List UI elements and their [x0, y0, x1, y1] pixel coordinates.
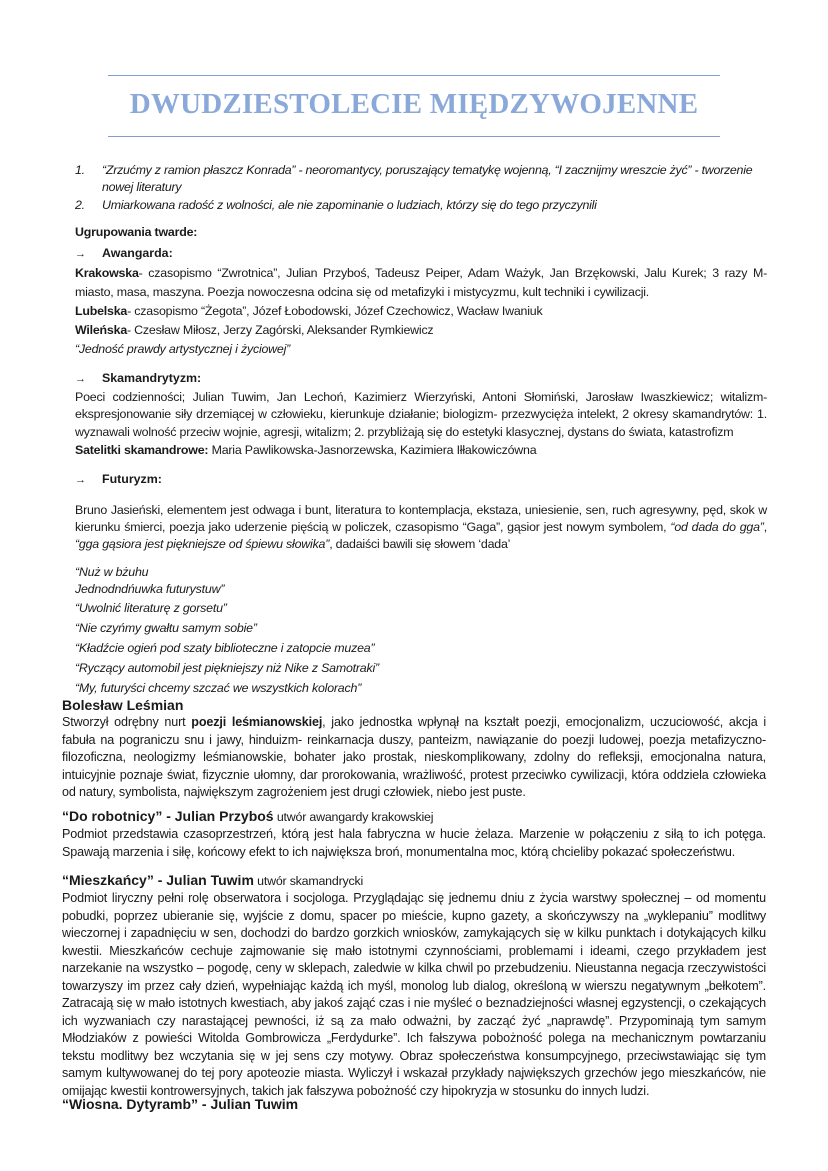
futuryzm-slogan: “Nuż w bżuhu — [75, 564, 149, 579]
satellites-paragraph — [75, 441, 767, 460]
arrow-right-icon: → — [75, 248, 86, 260]
skamandrytyzm-heading-text: Skamandrytyzm: — [102, 371, 202, 385]
groups-heading: Ugrupowania twarde: — [75, 225, 198, 239]
awangarda-heading-text: Awangarda: — [102, 246, 173, 260]
futuryzm-quotes — [75, 564, 767, 698]
awangarda-motto: “Jedność prawdy artystycznej i życiowej” — [75, 342, 291, 356]
do-robotnicy-heading — [62, 808, 766, 826]
intro-list — [75, 162, 767, 214]
awangarda-heading — [75, 244, 767, 264]
content-top — [75, 162, 767, 698]
lesmian-paragraph — [62, 714, 766, 802]
do-robotnicy-paragraph: Podmiot przedstawia czasoprzestrzeń, którą jest hala fabryczna w hucie żelaza. Marzenie w połączeniu z siłą to ich potęga. Spawają marzenia i siłę, końcowy efekt to ich największa broń, monumentalna moc, którą chcieliby pokazać społeczeństwu. — [62, 827, 766, 859]
futuryzm-text: , — [763, 520, 767, 535]
futuryzm-heading — [75, 470, 767, 490]
futuryzm-heading-text: Futuryzm: — [102, 471, 162, 486]
lesmian-section — [62, 697, 766, 802]
satellites-label: Satelitki skamandrowe: — [75, 442, 209, 457]
do-robotnicy-section — [62, 808, 766, 861]
list-number: 1. — [75, 163, 85, 177]
intro-list-item — [75, 162, 767, 196]
do-robotnicy-subtitle: utwór awangardy krakowskiej — [273, 810, 434, 824]
futuryzm-slogan: “Nie czyńmy gwałtu samym sobie” — [75, 620, 257, 635]
futuryzm-text: Bruno Jasieński, elementem jest odwaga i bunt, literatura to kontemplacja, ekstaza, uniesienie, sen, ruch agresywny, pęd, skok w kierunku śmierci, poezja jako uderzenie pięścią w policzek, czasopismo “Gaga”, gąsior jest nowym symbolem, — [75, 502, 767, 535]
mieszkancy-heading — [62, 872, 766, 890]
lesmian-text: , jako jednostka wpłynął na kształt poezji, emocjonalizm, uczuciowość, akcja i fabuła na pograniczu snu i jawy, hinduizm- reinkarnacja duszy, panteizm, nawiązanie do poezji ludowej, poezja metafizyczno-filozoficzna, neologizmy leśmianowskie, bohater jako prostak, nieskomplikowany, zdolny do refleksji, emocjonalna natura, intuicyjnie poznaje świat, fizycznie ułomny, dar prorokowania, wrażliwość, protest przeciwko cywilizacji, która oddziela człowieka od natury, symbolista, największym zagrożeniem jest drugi człowiek, niebo jest puste. — [62, 715, 766, 799]
mieszkancy-title: “Mieszkańcy” - Julian Tuwim — [62, 872, 254, 888]
lesmian-heading: Bolesław Leśmian — [62, 697, 184, 713]
arrow-right-icon: → — [75, 373, 86, 385]
satellites-text: Maria Pawlikowska-Jasnorzewska, Kazimiera Iłłakowiczówna — [208, 442, 537, 457]
title-top-rule — [108, 75, 720, 76]
futuryzm-slogan: “Uwolnić literaturę z gorsetu” — [75, 600, 227, 615]
skamandrytyzm-paragraph: Poeci codzienności; Julian Tuwim, Jan Lechoń, Kazimierz Wierzyński, Antoni Słomiński, Jarosław Iwaszkiewicz; witalizm- ekspresjonowanie siły drzemiącej w człowieku, kierunkuje działanie; biologizm- przezwycięża intelekt, 2 okresy skamandrytów: 1. wyznawali wolność przeciw wojnie, agresji, witalizm; 2. przybliżają się do estetyki klasycznej, dystans do świata, katastrofizm — [75, 390, 767, 439]
lesmian-bold-term: poezji leśmianowskiej — [191, 715, 323, 729]
skamandrytyzm-heading — [75, 369, 767, 389]
krakowska-text: - czasopismo “Zwrotnica”, Julian Przyboś, Tadeusz Peiper, Adam Ważyk, Jan Brzękowski, Jalu Kurek; 3 razy M- miasto, masa, maszyna. Poezja nowoczesna odcina się od metafizyki i mistycyzmu, kult techniki i cywilizacji. — [75, 266, 767, 299]
futuryzm-quote: “gga gąsiora jest piękniejsze od śpiewu słowika” — [75, 537, 330, 552]
futuryzm-text: , dadaiści bawili się słowem ‘dada’ — [329, 537, 511, 552]
lesmian-text: Stworzył odrębny nurt — [62, 715, 192, 729]
arrow-right-icon: → — [75, 473, 86, 486]
futuryzm-quote: “od dada do gga” — [670, 520, 764, 535]
futuryzm-slogan: Jednodndńuwka futurystuw” — [75, 581, 225, 596]
list-text: Umiarkowana radość z wolności, ale nie zapominanie o ludziach, którzy się do tego przyczynili — [102, 198, 597, 212]
wilenska-label: Wileńska — [75, 323, 128, 337]
lubelska-label: Lubelska — [75, 304, 128, 318]
title-bottom-rule — [108, 136, 720, 137]
wilenska-text: - Czesław Miłosz, Jerzy Zagórski, Aleksander Rymkiewicz — [127, 323, 434, 337]
lubelska-paragraph — [75, 302, 767, 321]
futuryzm-slogan: “Ryczący automobil jest piękniejszy niż Nike z Samotraki” — [75, 660, 379, 675]
do-robotnicy-title: “Do robotnicy” - Julian Przyboś — [62, 808, 274, 824]
intro-list-item — [75, 197, 767, 214]
krakowska-label: Krakowska — [75, 266, 139, 280]
document-title: DWUDZIESTOLECIE MIĘDZYWOJENNE — [129, 88, 699, 120]
wiosna-heading: “Wiosna. Dytyramb” - Julian Tuwim — [62, 1096, 299, 1112]
futuryzm-slogan: “My, futuryści chcemy szczać we wszystkich kolorach” — [75, 680, 362, 695]
mieszkancy-section — [62, 872, 766, 1100]
futuryzm-slogan: “Kładźcie ogień pod szaty biblioteczne i zatopcie muzea” — [75, 640, 375, 655]
wilenska-paragraph — [75, 321, 767, 340]
list-number: 2. — [75, 198, 85, 212]
mieszkancy-subtitle: utwór skamandrycki — [253, 874, 364, 888]
krakowska-paragraph — [75, 264, 767, 302]
futuryzm-paragraph — [75, 502, 767, 554]
list-text: “Zrzućmy z ramion płaszcz Konrada” - neoromantycy, poruszający tematykę wojenną, “I zacznijmy wreszcie żyć” - tworzenie nowej literatury — [102, 163, 753, 194]
mieszkancy-paragraph: Podmiot liryczny pełni rolę obserwatora i socjologa. Przyglądając się jednemu dniu z życia warstwy społecznej – od momentu pobudki, poprzez ubieranie się, wyjście z domu, spacer po mieście, kupno gazety, a skończywszy na „wyklepaniu” modlitwy wieczornej i zapadnięciu w sen, dochodzi do bardzo gorzkich wniosków, zamykających się w kilku punktach i dotykających kilku kwestii. Mieszkańców cechuje zajmowanie się mało istotnymi czynnościami, problemami i ideami, czego przykładem jest narzekanie na wszystko – pogodę, ceny w sklepach, zaledwie w kilka chwil po przebudzeniu. Nieustanna negacja rzeczywistości towarzyszy im przez cały dzień, wypełniając każdą ich myśl, monolog lub dialog, określoną w wierszu negatywnym „bełkotem”. Zatracają się w mało istotnych kwestiach, aby jakoś zająć czas i nie myśleć o beznadziejności własnej egzystencji, o czekających ich wyzwaniach czy narastającej pewności, iż są za mało odważni, by zacząć żyć „naprawdę”. Przypominają tym samym Młodziaków z powieści Witolda Gombrowicza „Ferdydurke”. Ich fałszywa pobożność polega na mechanicznym powtarzaniu tekstu modlitwy bez wczytania się w jej sens czy motywy. Obraz społeczeństwa konsumpcyjnego, przeciwstawiając się tym samym kultywowanej do tej pory apoteozie miasta. Wyliczył i wskazał przykłady największych grzechów jego mieszkańców, nie omijając kwestii kontrowersyjnych, takich jak fałszywa pobożność czy hipokryzja w stosunku do innych ludzi. — [62, 891, 766, 1098]
lubelska-text: - czasopismo “Żegota”, Józef Łobodowski, Józef Czechowicz, Wacław Iwaniuk — [127, 304, 543, 318]
wiosna-section — [62, 1096, 766, 1113]
